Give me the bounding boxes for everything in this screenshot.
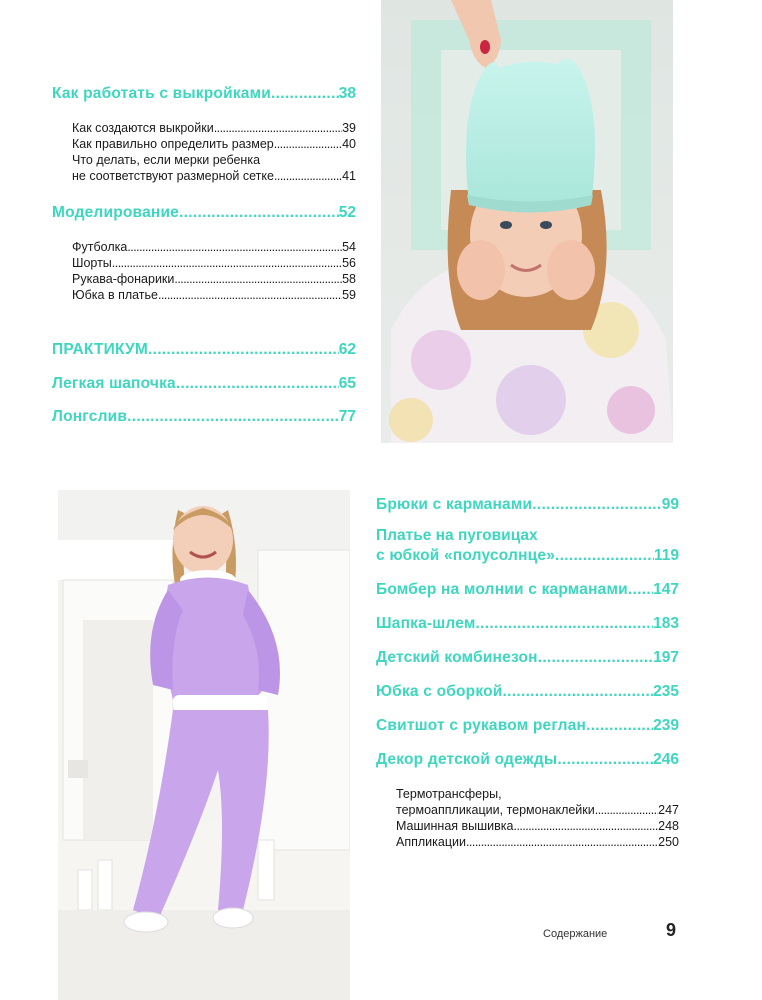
toc-entry-title: Юбка с оборкой bbox=[376, 683, 503, 700]
toc-entry-page: 248 bbox=[658, 819, 679, 833]
toc-entry-page: 41 bbox=[342, 169, 356, 183]
toc-entry[interactable] bbox=[52, 204, 356, 222]
toc-entry[interactable] bbox=[376, 581, 679, 599]
toc-entry-page: 119 bbox=[653, 547, 679, 564]
toc-entry-title: не соответствуют размерной сетке bbox=[72, 169, 274, 183]
toc-entry-title: Как работать с выкройками bbox=[52, 85, 272, 102]
toc-subentry[interactable] bbox=[72, 169, 356, 183]
toc-entry-title: Свитшот с рукавом реглан bbox=[376, 717, 587, 734]
toc-entry-title: Юбка в платье bbox=[72, 288, 158, 302]
footer-section-label: Содержание bbox=[543, 928, 608, 940]
toc-entry[interactable] bbox=[52, 85, 356, 103]
toc-entry-page: 38 bbox=[338, 85, 356, 102]
toc-entry[interactable] bbox=[376, 683, 679, 701]
toc-entry[interactable] bbox=[376, 496, 679, 514]
toc-entry-title-line1: Что делать, если мерки ребенка bbox=[72, 153, 261, 167]
toc-entry-title: Шорты bbox=[72, 256, 112, 270]
toc-entry-title-line1: Платье на пуговицах bbox=[376, 527, 538, 544]
toc-entry-title: Брюки с карманами bbox=[376, 496, 533, 513]
toc-entry-title: Аппликации bbox=[396, 835, 466, 849]
toc-entry-page: 250 bbox=[658, 835, 679, 849]
toc-entry-page: 62 bbox=[338, 341, 356, 358]
toc-entry-title: Моделирование bbox=[52, 204, 180, 221]
toc-subentry[interactable] bbox=[72, 272, 356, 286]
toc-entry-page: 40 bbox=[342, 137, 356, 151]
toc-subentry[interactable] bbox=[72, 240, 356, 254]
toc-entry-title: Декор детской одежды bbox=[376, 751, 558, 768]
toc-entry[interactable] bbox=[376, 649, 679, 667]
toc-entry-title: термоаппликации, термонаклейки bbox=[396, 803, 595, 817]
toc-entry-page: 65 bbox=[338, 375, 356, 392]
toc-entry-title-line1: Термотрансферы, bbox=[396, 787, 502, 801]
page-number: 9 bbox=[666, 920, 677, 940]
toc-entry-page: 183 bbox=[653, 615, 679, 632]
toc-entry-title: Лонгслив bbox=[52, 408, 128, 425]
toc-entry-title: Как создаются выкройки bbox=[72, 121, 214, 135]
toc-subentry[interactable] bbox=[72, 256, 356, 270]
toc-entry[interactable] bbox=[376, 717, 679, 735]
toc-entry[interactable] bbox=[52, 408, 356, 426]
toc-entry[interactable] bbox=[376, 615, 679, 633]
toc-entry-page: 235 bbox=[653, 683, 679, 700]
toc-entry-page: 59 bbox=[342, 288, 356, 302]
toc-entry-page: 197 bbox=[653, 649, 679, 666]
toc-subentry[interactable] bbox=[396, 835, 679, 849]
toc-entry-page: 99 bbox=[661, 496, 679, 513]
toc-entry-page: 39 bbox=[342, 121, 356, 135]
toc-entry-title: Машинная вышивка bbox=[396, 819, 514, 833]
toc-entry-title: Рукава-фонарики bbox=[72, 272, 175, 286]
toc-subentry[interactable] bbox=[72, 121, 356, 135]
toc-entry-title: с юбкой «полусолнце» bbox=[376, 547, 556, 564]
toc-entry-title: ПРАКТИКУМ bbox=[52, 341, 148, 358]
toc-entry-title: Как правильно определить размер bbox=[72, 137, 274, 151]
toc-entry[interactable] bbox=[376, 751, 679, 769]
toc-entry-title: Шапка-шлем bbox=[376, 615, 476, 632]
photo-girl-hat bbox=[381, 0, 673, 443]
toc-entry-page: 52 bbox=[338, 204, 356, 221]
toc-subentry[interactable] bbox=[396, 803, 679, 817]
toc-entry-title: Легкая шапочка bbox=[52, 375, 176, 392]
toc-entry-title: Футболка bbox=[72, 240, 128, 254]
girl-lilac-illustration bbox=[58, 490, 350, 1000]
toc-entry-page: 147 bbox=[653, 581, 679, 598]
toc-entry-title: Бомбер на молнии с карманами bbox=[376, 581, 628, 598]
toc-entry-page: 54 bbox=[342, 240, 356, 254]
toc-entry-page: 77 bbox=[338, 408, 356, 425]
toc-entry-page: 247 bbox=[658, 803, 679, 817]
girl-hat-illustration bbox=[381, 0, 673, 443]
toc-entry-title: Детский комбинезон bbox=[376, 649, 538, 666]
toc-entry-page: 246 bbox=[653, 751, 679, 768]
toc-entry-page: 239 bbox=[653, 717, 679, 734]
toc-subentry[interactable] bbox=[396, 819, 679, 833]
toc-subentry[interactable] bbox=[72, 288, 356, 302]
toc-entry-page: 58 bbox=[342, 272, 356, 286]
toc-subentry[interactable] bbox=[72, 137, 356, 151]
photo-girl-lilac bbox=[58, 490, 350, 1000]
toc-entry-page: 56 bbox=[342, 256, 356, 270]
toc-entry[interactable] bbox=[52, 375, 356, 393]
toc-entry[interactable] bbox=[52, 341, 356, 359]
toc-entry[interactable] bbox=[376, 547, 679, 565]
